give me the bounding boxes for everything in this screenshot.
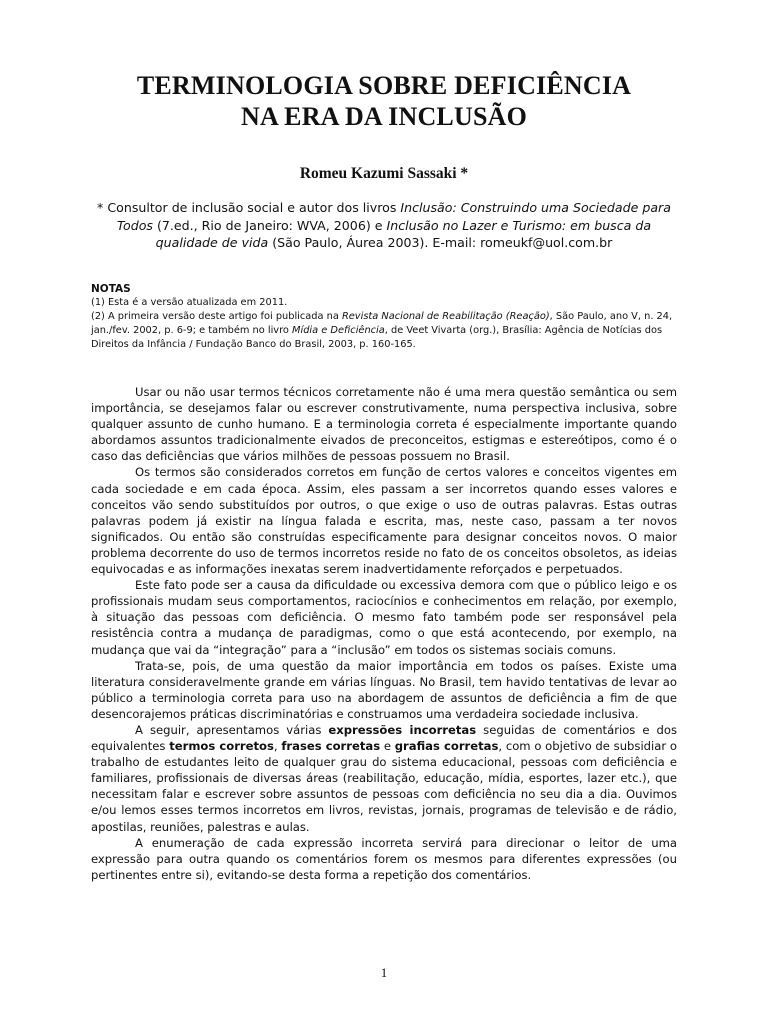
title-line-2: NA ERA DA INCLUSÃO: [240, 102, 528, 131]
p5-bold-incorrect-expressions: expressões incorretas: [328, 722, 477, 737]
p5-text-1: A seguir, apresentamos várias: [135, 722, 329, 737]
body-paragraph-4: Trata-se, pois, de uma questão da maior importância em todos os países. Existe uma literatura consideravelmente grande em várias línguas. No Brasil, tem havido tentativas de levar ao público a terminologia correta para uso na abordagem de assuntos de deficiência a fim de que desencorajemos práticas discriminatórias e construamos uma verdadeira sociedade inclusiva.: [91, 658, 677, 721]
author-affiliation: [92, 199, 676, 252]
body-text: [91, 384, 677, 883]
affiliation-text-3: (São Paulo, Áurea 2003). E-mail: romeukf@uol.com.br: [268, 235, 613, 251]
body-paragraph-2: Os termos são considerados corretos em função de certos valores e conceitos vigentes em cada sociedade e em cada época. Assim, eles passam a ser incorretos quando esses valores e conceitos vão sendo substituídos por outros, o que exige o uso de outras palavras. Estas outras palavras podem já existir na língua falada e escrita, mas, neste caso, passam a ter novos significados. Ou então são construídas especificamente para designar conceitos novos. O maior problema decorrente do uso de termos incorretos reside no fato de os conceitos obsoletos, as ideias equivocadas e as informações inexatas serem inadvertidamente reforçados e perpetuados.: [91, 465, 677, 577]
p5-text-3: ,: [273, 739, 282, 754]
p5-text-5: , com o objetivo de subsidiar o trabalho de estudantes leito de qualquer grau do sistema educacional, pessoas com deficiência e familiares, profissionais de diversas áreas (reabilitação, educação, mídia, esportes, lazer etc.), que necessitam falar e escrever sobre assuntos de pessoas com deficiência no seu dia a dia. Ouvimos e/ou lemos esses termos incorretos em livros, revistas, jornais, programas de televisão e de rádio, apostilas, reuniões, palestras e aulas.: [91, 739, 677, 834]
note-2-text-2: , São Paulo, ano V, n. 24, jan./fev. 2002, p. 6-9; e também no livro: [91, 311, 673, 336]
notes-heading: NOTAS: [91, 283, 131, 295]
note-2: [91, 310, 681, 352]
affiliation-text-1: * Consultor de inclusão social e autor dos livros: [97, 200, 401, 215]
affiliation-book-title-1: Inclusão: Construindo uma Sociedade para Todos: [116, 200, 671, 233]
p5-bold-correct-terms: termos corretos: [169, 739, 274, 754]
p5-bold-correct-spellings: grafias corretas: [394, 739, 499, 754]
title-line-1: TERMINOLOGIA SOBRE DEFICIÊNCIA: [136, 71, 632, 100]
note-2-book: Mídia e Deficiência: [292, 325, 385, 336]
note-1: (1) Esta é a versão atualizada em 2011.: [91, 297, 288, 308]
page-number: 1: [380, 965, 388, 980]
body-paragraph-1: Usar ou não usar termos técnicos corretamente não é uma mera questão semântica ou sem importância, se desejamos falar ou escrever construtivamente, numa perspectiva inclusiva, sobre qualquer assunto de cunho humano. E a terminologia correta é especialmente importante quando abordamos assuntos tradicionalmente eivados de preconceitos, estigmas e estereótipos, como é o caso das deficiências que vários milhões de pessoas possuem no Brasil.: [91, 385, 677, 464]
affiliation-text-2: (7.ed., Rio de Janeiro: WVA, 2006) e: [153, 217, 387, 233]
document-title: [90, 70, 678, 132]
body-paragraph-6: A enumeração de cada expressão incorreta servirá para direcionar o leitor de uma expressão para outra quando os comentários forem os mesmos para diferentes expressões (ou pertinentes entre si), evitando-se desta forma a repetição dos comentários.: [91, 835, 677, 882]
p5-bold-correct-phrases: frases corretas: [281, 739, 381, 754]
note-2-text-3: , de Veet Vivarta (org.), Brasília: Agência de Notícias dos Direitos da Infância / Fundação Banco do Brasil, 2003, p. 160-165.: [91, 325, 663, 350]
p5-text-4: e: [380, 739, 395, 754]
notes-section: [91, 282, 681, 352]
body-paragraph-5: [91, 722, 677, 835]
note-2-text-1: (2) A primeira versão deste artigo foi publicada na: [91, 311, 342, 322]
affiliation-book-title-2: Inclusão no Lazer e Turismo: em busca da qualidade de vida: [155, 217, 652, 251]
author-line: Romeu Kazumi Sassaki *: [299, 165, 469, 182]
body-paragraph-3: Este fato pode ser a causa da dificuldade ou excessiva demora com que o público leigo e os profissionais mudam seus comportamentos, raciocínios e conhecimentos em relação, por exemplo, à situação das pessoas com deficiência. O mesmo fato também pode ser responsável pela resistência contra a mudança de paradigmas, como o que está acontecendo, por exemplo, na mudança que vai da “integração” para a “inclusão” em todos os sistemas sociais comuns.: [91, 578, 677, 657]
p5-text-2: seguidas de comentários e dos equivalentes: [91, 722, 677, 754]
note-2-journal: Revista Nacional de Reabilitação (Reação): [341, 311, 550, 322]
